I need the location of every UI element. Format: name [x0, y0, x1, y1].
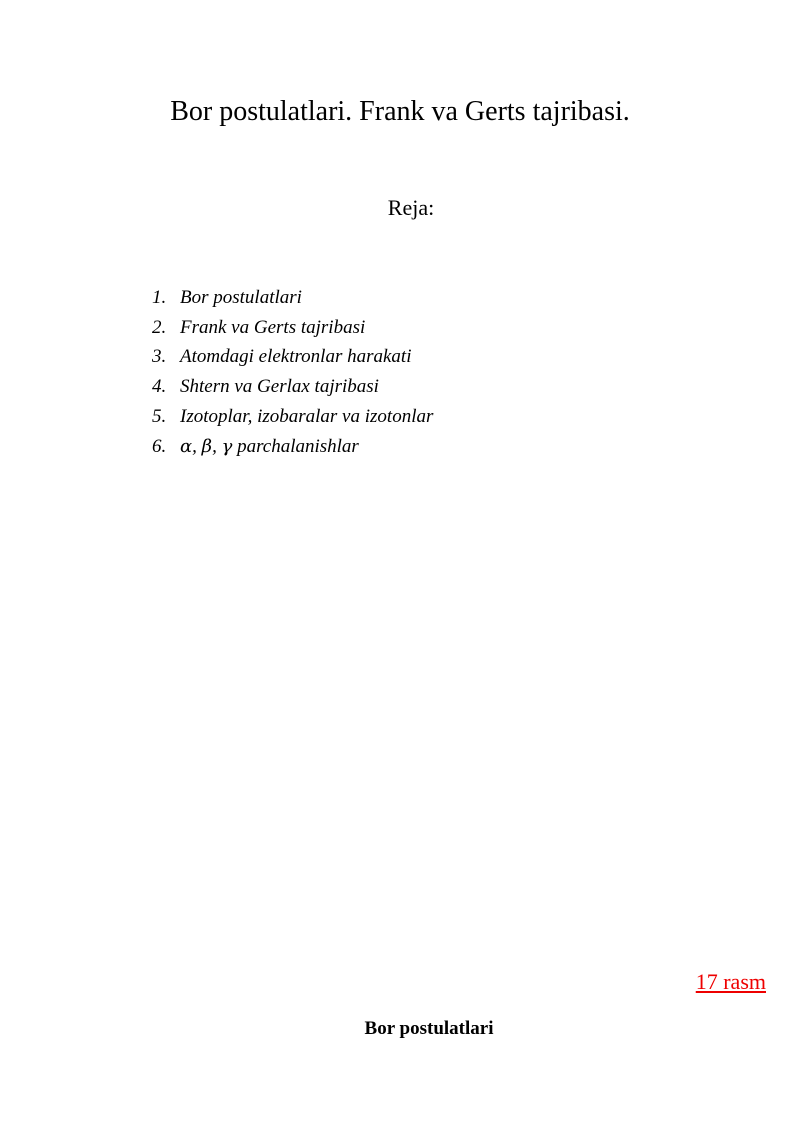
list-item: [152, 402, 433, 432]
section-heading: Bor postulatlari: [364, 1018, 494, 1039]
alpha-symbol: α: [180, 435, 193, 457]
separator: ,: [212, 435, 222, 457]
list-item: [152, 432, 433, 462]
list-item-number: 1.: [152, 287, 167, 308]
list-item: [152, 342, 433, 372]
list-item-text: Bor postulatlari: [180, 287, 302, 308]
plan-heading: Reja:: [387, 195, 435, 220]
list-item-text: Izotoplar, izobaralar va izotonlar: [180, 405, 434, 427]
list-item: [152, 372, 433, 402]
list-item-number: 2.: [152, 316, 167, 338]
list-item-suffix: parchalanishlar: [232, 435, 359, 457]
list-item-number: 5.: [152, 405, 167, 427]
list-item-number: 4.: [152, 376, 167, 398]
list-item: [152, 283, 433, 313]
plan-list: [152, 283, 433, 461]
list-item: [152, 313, 433, 343]
list-item-text: Atomdagi elektronlar harakati: [180, 346, 412, 368]
figure-link[interactable]: 17 rasm: [695, 969, 766, 994]
list-item-number: 3.: [152, 346, 167, 368]
list-item-text: Shtern va Gerlax tajribasi: [180, 376, 379, 398]
gamma-symbol: γ: [221, 435, 233, 457]
page-title: Bor postulatlari. Frank va Gerts tajribasi.: [170, 96, 630, 127]
separator: ,: [192, 435, 202, 457]
list-item-number: 6.: [152, 435, 167, 457]
beta-symbol: β: [201, 435, 213, 457]
list-item-text: Frank va Gerts tajribasi: [180, 316, 366, 338]
list-item-text: [180, 432, 359, 462]
